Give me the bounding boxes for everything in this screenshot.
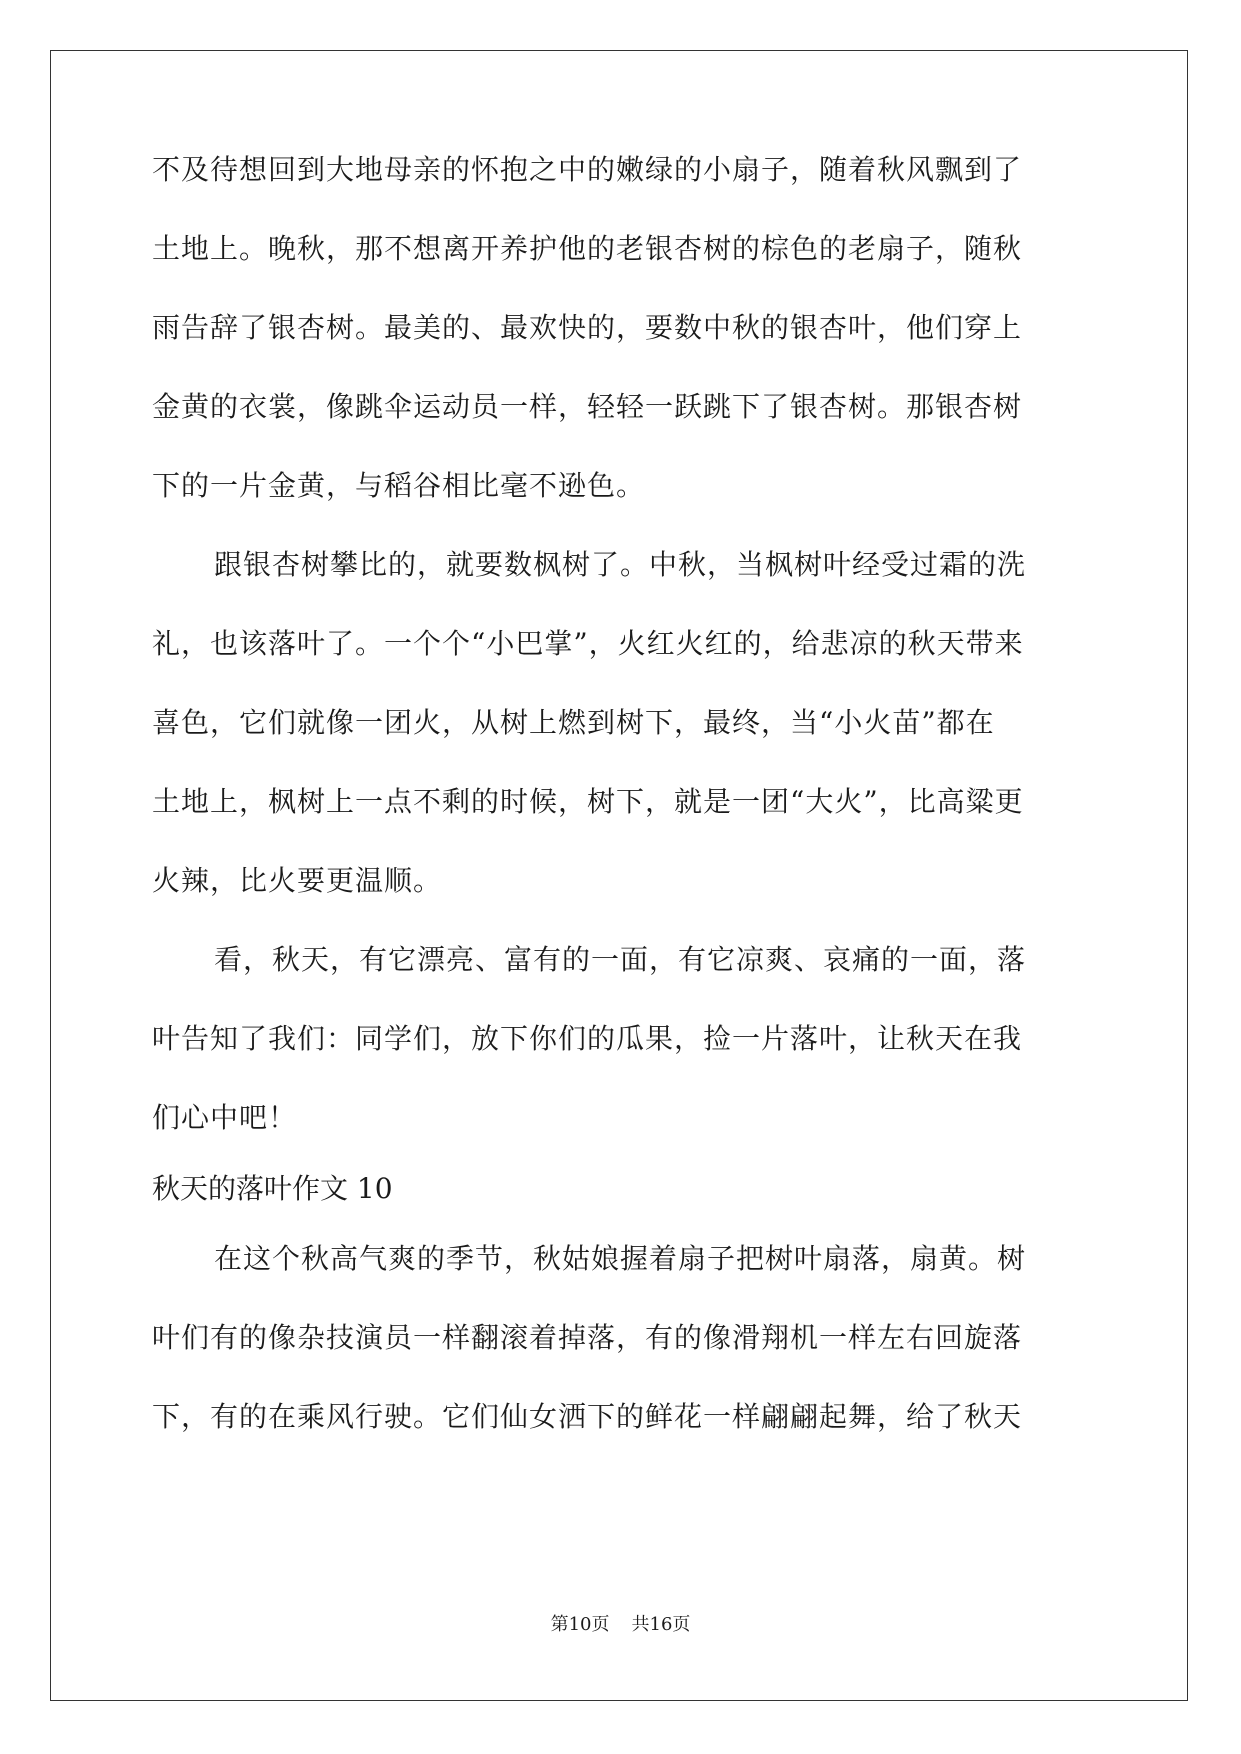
paragraph-first-line: 在这个秋高气爽的季节，秋姑娘握着扇子把树叶扇落，扇黄。树 <box>214 1242 1027 1275</box>
paragraph-first-line: 跟银杏树攀比的，就要数枫树了。中秋，当枫树叶经受过霜的洗 <box>214 548 1027 581</box>
text-line: 叶告知了我们：同学们，放下你们的瓜果，捡一片落叶，让秋天在我 <box>152 1022 1023 1055</box>
current-page-number: 第10页 <box>550 1614 610 1635</box>
text-line: 叶们有的像杂技演员一样翻滚着掉落，有的像滑翔机一样左右回旋落 <box>152 1321 1023 1354</box>
section-heading: 秋天的落叶作文 10 <box>152 1172 393 1205</box>
text-line: 们心中吧！ <box>152 1101 298 1134</box>
text-line: 下，有的在乘风行驶。它们仙女洒下的鲜花一样翩翩起舞，给了秋天 <box>152 1400 1023 1433</box>
text-line: 土地上，枫树上一点不剩的时候，树下，就是一团“大火”，比高粱更 <box>152 785 1024 818</box>
text-line: 金黄的衣裳，像跳伞运动员一样，轻轻一跃跳下了银杏树。那银杏树 <box>152 390 1023 423</box>
text-line: 下的一片金黄，与稻谷相比毫不逊色。 <box>152 469 646 502</box>
text-line: 雨告辞了银杏树。最美的、最欢快的，要数中秋的银杏叶，他们穿上 <box>152 311 1023 344</box>
text-line: 礼，也该落叶了。一个个“小巴掌”，火红火红的，给悲凉的秋天带来 <box>152 627 1024 660</box>
text-line: 不及待想回到大地母亲的怀抱之中的嫩绿的小扇子，随着秋风飘到了 <box>152 153 1023 186</box>
text-line: 喜色，它们就像一团火，从树上燃到树下，最终，当“小火苗”都在 <box>152 706 995 739</box>
total-pages: 共16页 <box>631 1614 691 1635</box>
paragraph-first-line: 看，秋天，有它漂亮、富有的一面，有它凉爽、哀痛的一面，落 <box>214 943 1027 976</box>
text-line: 土地上。晚秋，那不想离开养护他的老银杏树的棕色的老扇子，随秋 <box>152 232 1023 265</box>
page-footer <box>0 1612 1241 1638</box>
text-line: 火辣，比火要更温顺。 <box>152 864 443 897</box>
